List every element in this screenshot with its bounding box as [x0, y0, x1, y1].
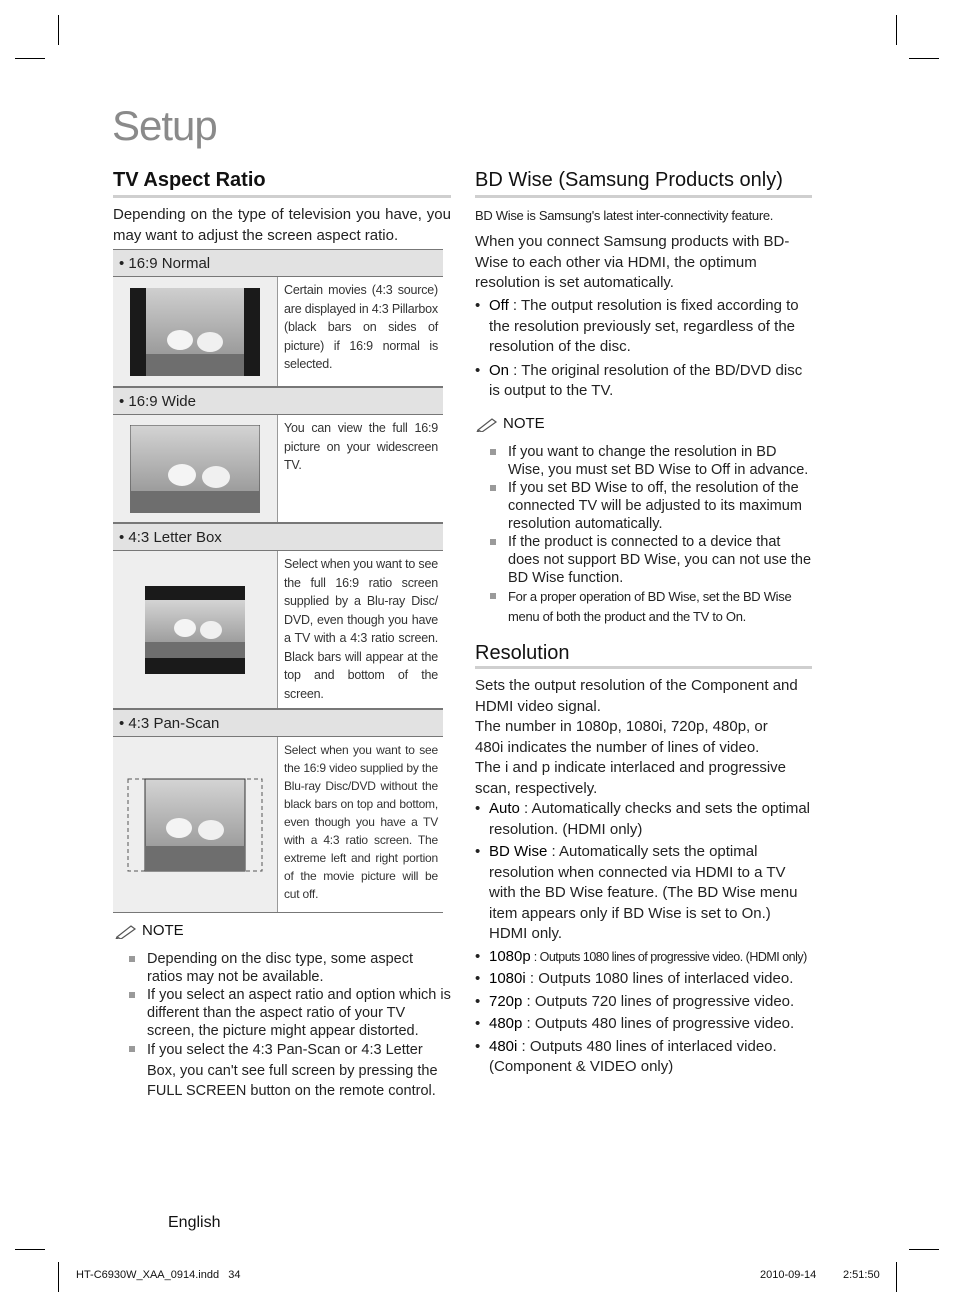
crop-mark	[896, 15, 897, 45]
crop-mark	[896, 1262, 897, 1292]
heading-rule	[113, 195, 451, 198]
tv-aspect-ratio-heading: TV Aspect Ratio	[113, 169, 266, 191]
crop-mark	[58, 1262, 59, 1292]
note-text: Depending on the disc type, some aspect ratios may not be available.	[147, 951, 413, 985]
option-key: 720p	[489, 992, 523, 1010]
note-text: If you want to change the resolution in BD Wise, you must set BD Wise to Off in advance.	[508, 444, 809, 478]
crop-mark	[15, 58, 45, 59]
page-title: Setup	[112, 102, 217, 149]
list-item	[488, 443, 812, 479]
option-key: Off	[489, 297, 509, 314]
option-desc: : Outputs 1080 lines of progressive video. (HDMI only)	[530, 949, 807, 964]
note-text: If you select an aspect ratio and option which is different than the aspect ratio of your TV screen, the picture might appear distorted.	[147, 987, 451, 1039]
list-item: • 1080i : Outputs 1080 lines of interlaced video.	[475, 970, 794, 987]
bd-wise-subtitle: BD Wise is Samsung's latest inter-connectivity feature.	[475, 208, 774, 223]
page-language: English	[168, 1214, 221, 1231]
pencil-icon	[476, 416, 498, 432]
row-desc-panscan: Select when you want to see the 16:9 video supplied by the Blu-ray Disc/DVD without the black bars on top and bottom, even though you have a TV with a 4:3 ratio screen. The extreme left and right portion of the movie picture will be cut off.	[284, 743, 438, 901]
resolution-intro-2: The number in 1080p, 1080i, 720p, 480p, or 480i indicates the number of lines of video.	[475, 718, 768, 756]
list-item	[488, 533, 812, 587]
option-desc: : The output resolution is fixed according to the resolution previously set, regardless of the resolution of the disc.	[489, 297, 799, 355]
tv-thumbnail-wide	[113, 415, 278, 522]
aspect-ratio-table	[113, 249, 443, 913]
option-desc: : Outputs 720 lines of progressive video.	[522, 992, 795, 1010]
resolution-options	[475, 799, 812, 1078]
bd-wise-intro: When you connect Samsung products with BD-Wise to each other via HDMI, the optimum resolution is set automatically.	[475, 233, 790, 291]
option-key: 1080p	[489, 947, 531, 965]
option-desc: : Automatically checks and sets the optimal resolution. (HDMI only)	[489, 800, 811, 838]
crop-mark	[58, 15, 59, 45]
row-label-normal: • 16:9 Normal	[113, 249, 443, 277]
bd-wise-options	[475, 296, 812, 402]
file-name: HT-C6930W_XAA_0914.indd 34	[76, 1269, 241, 1281]
table-row	[113, 737, 443, 913]
option-desc: : Outputs 1080 lines of interlaced video.	[525, 970, 794, 987]
row-label-letterbox: • 4:3 Letter Box	[113, 523, 443, 551]
tv-thumbnail-letterbox	[113, 551, 278, 708]
list-item	[127, 950, 451, 986]
list-item: • Off : The output resolution is fixed according to the resolution previously set, regardless of the resolution of the disc.	[475, 297, 799, 355]
left-note-list	[127, 950, 451, 1102]
row-label-wide: • 16:9 Wide	[113, 387, 443, 415]
print-time: 2:51:50	[843, 1269, 880, 1281]
row-desc-normal: Certain movies (4:3 source) are displayed in 4:3 Pillarbox (black bars on sides of picture) if 16:9 normal is selected.	[284, 283, 438, 371]
note-text: For a proper operation of BD Wise, set the BD Wise menu of both the product and the TV to On.	[508, 589, 792, 624]
list-item: • 480i : Outputs 480 lines of interlaced video. (Component & VIDEO only)	[475, 1037, 777, 1075]
row-desc-letterbox: Select when you want to see the full 16:9 ratio screen supplied by a Blu-ray Disc/ DVD, even though you have a TV with a 4:3 ratio screen. Black bars will appear at the top and bottom of the screen.	[284, 557, 438, 701]
option-key: 1080i	[489, 970, 526, 987]
table-row	[113, 277, 443, 387]
option-key: Auto	[489, 800, 520, 817]
list-item	[488, 587, 812, 627]
note-text: If you select the 4:3 Pan-Scan or 4:3 Letter Box, you can't see full screen by pressing the FULL SCREEN button on the remote control.	[147, 1042, 438, 1099]
option-desc: : Automatically sets the optimal resolution when connected via HDMI to a TV with the BD Wise feature. (The BD Wise menu item appears only if BD Wise is set to On.) HDMI only.	[489, 843, 798, 942]
note-heading	[476, 415, 545, 432]
option-desc: : Outputs 480 lines of progressive video.	[522, 1015, 795, 1032]
option-key: On	[489, 361, 510, 379]
tv-thumbnail-pillarbox	[113, 277, 278, 386]
list-item	[127, 1040, 451, 1102]
list-item	[127, 986, 451, 1040]
option-key: BD Wise	[489, 843, 548, 860]
option-key: 480i	[489, 1037, 518, 1055]
heading-rule	[475, 195, 812, 198]
note-heading	[115, 922, 184, 939]
note-label: NOTE	[503, 415, 545, 432]
crop-mark	[909, 1249, 939, 1250]
aspect-intro: Depending on the type of television you have, you may want to adjust the screen aspect ratio.	[113, 206, 451, 244]
resolution-intro-1: Sets the output resolution of the Component and HDMI video signal.	[475, 677, 798, 715]
table-row	[113, 415, 443, 523]
option-desc: : The original resolution of the BD/DVD disc is output to the TV.	[489, 361, 803, 399]
pencil-icon	[115, 923, 137, 939]
heading-rule	[475, 666, 812, 669]
option-desc: : Outputs 480 lines of interlaced video. (Component & VIDEO only)	[489, 1037, 777, 1075]
table-row	[113, 551, 443, 709]
list-item: • 720p : Outputs 720 lines of progressive video.	[475, 992, 795, 1010]
right-note-list	[488, 443, 812, 627]
print-date: 2010-09-14	[760, 1269, 817, 1281]
note-text: If you set BD Wise to off, the resolution of the connected TV will be adjusted to its maximum resolution automatically.	[508, 480, 802, 532]
resolution-heading: Resolution	[475, 642, 570, 664]
list-item: • BD Wise : Automatically sets the optimal resolution when connected via HDMI to a TV with the BD Wise feature. (The BD Wise menu item appears only if BD Wise is set to On.) HDMI only.	[475, 843, 798, 942]
row-label-panscan: • 4:3 Pan-Scan	[113, 709, 443, 737]
list-item: • 1080p : Outputs 1080 lines of progressive video. (HDMI only)	[475, 947, 807, 965]
option-key: 480p	[489, 1015, 523, 1032]
crop-mark	[15, 1249, 45, 1250]
list-item: • 480p : Outputs 480 lines of progressive video.	[475, 1015, 795, 1032]
list-item: • Auto : Automatically checks and sets the optimal resolution. (HDMI only)	[475, 800, 811, 838]
note-label: NOTE	[142, 922, 184, 939]
list-item	[488, 479, 812, 533]
bd-wise-heading: BD Wise (Samsung Products only)	[475, 169, 783, 191]
note-text: If the product is connected to a device that does not support BD Wise, you can not use the BD Wise function.	[508, 534, 812, 586]
resolution-intro-3: The i and p indicate interlaced and progressive scan, respectively.	[475, 759, 787, 797]
list-item: • On : The original resolution of the BD/DVD disc is output to the TV.	[475, 361, 803, 399]
crop-mark	[909, 58, 939, 59]
tv-thumbnail-panscan	[113, 737, 278, 912]
row-desc-wide: You can view the full 16:9 picture on your widescreen TV.	[284, 421, 438, 472]
